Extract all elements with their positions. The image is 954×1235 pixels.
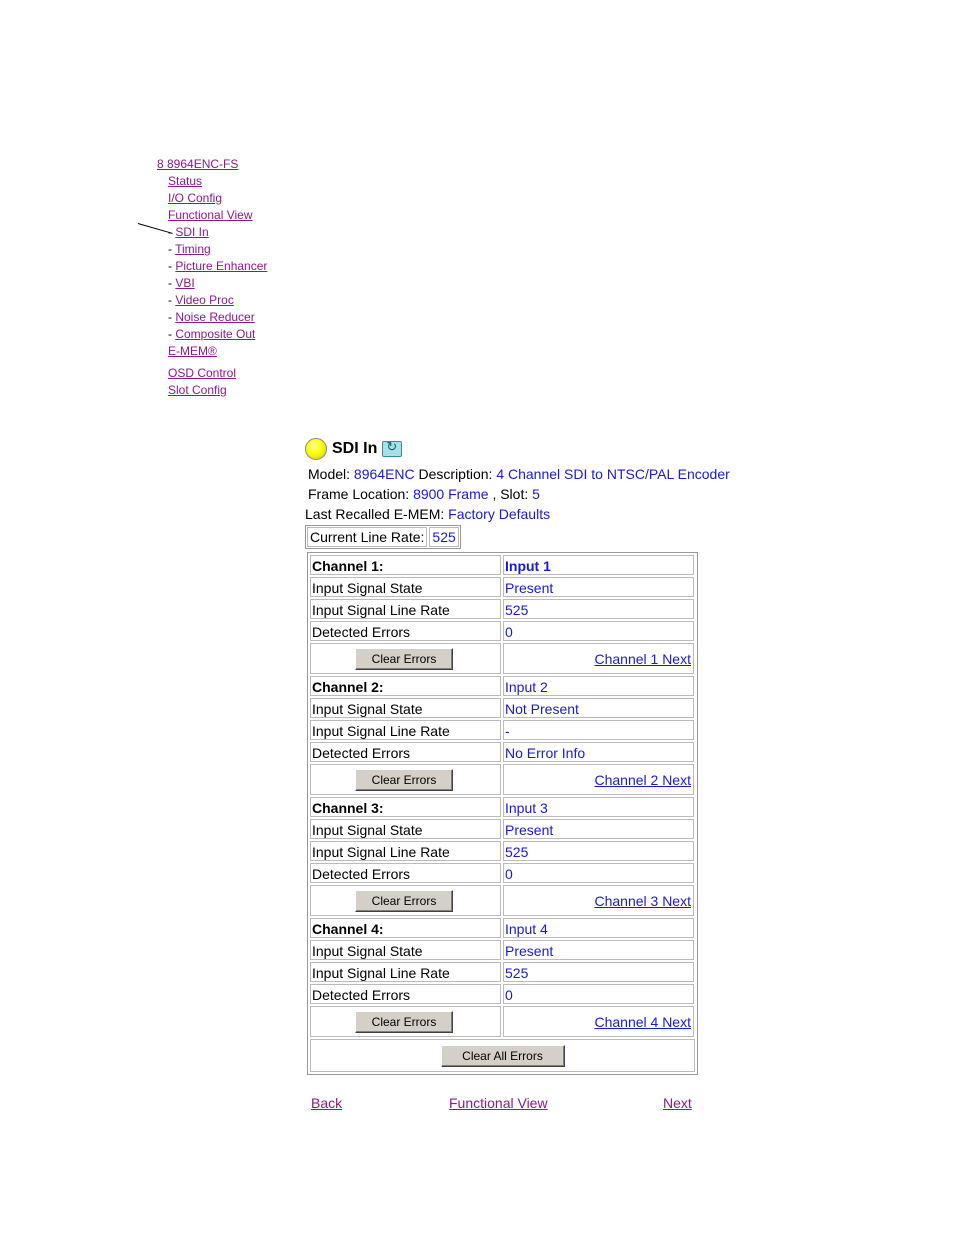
channel-next-cell	[503, 764, 694, 795]
line-rate-value: 525	[503, 841, 694, 861]
panel-header	[305, 437, 765, 461]
clear-errors-button[interactable]: Clear Errors	[355, 1011, 453, 1033]
channel-actions-row	[310, 885, 695, 916]
current-line-rate-label: Current Line Rate:	[307, 527, 427, 547]
channel-table	[307, 552, 698, 1075]
line-rate-value: -	[503, 720, 694, 740]
detected-errors-value: 0	[503, 621, 694, 641]
channel-header-row	[310, 555, 695, 575]
next-link[interactable]: Next	[663, 1095, 692, 1111]
model-value: 8964ENC	[353, 466, 415, 482]
channel-input: Input 4	[503, 918, 694, 938]
nav-row	[157, 309, 267, 326]
line-rate-label: Input Signal Line Rate	[310, 962, 501, 982]
slot-label: , Slot:	[492, 486, 529, 502]
nav-item-osd-control[interactable]: OSD Control	[168, 366, 237, 380]
clear-errors-cell	[310, 1006, 501, 1037]
detected-errors-row	[310, 863, 695, 883]
channel-input: Input 1	[503, 555, 694, 575]
clear-errors-button[interactable]: Clear Errors	[355, 648, 453, 670]
sdi-in-panel	[305, 437, 765, 1075]
description-label: Description:	[418, 466, 493, 482]
frame-location-value: 8900 Frame	[413, 486, 489, 502]
channel-header: Channel 4:	[310, 918, 501, 938]
ememe-line	[305, 504, 765, 524]
line-rate-row	[310, 599, 695, 619]
signal-state-row	[310, 577, 695, 597]
detected-errors-value: 0	[503, 863, 694, 883]
signal-state-value: Present	[503, 819, 694, 839]
detected-errors-row	[310, 742, 695, 762]
channel-actions-row	[310, 643, 695, 674]
detected-errors-label: Detected Errors	[310, 863, 501, 883]
frame-location-label: Frame Location:	[308, 486, 410, 502]
signal-state-value: Not Present	[503, 698, 694, 718]
refresh-icon[interactable]	[382, 441, 402, 457]
signal-state-label: Input Signal State	[310, 819, 501, 839]
back-link[interactable]: Back	[311, 1095, 343, 1111]
detected-errors-value: 0	[503, 984, 694, 1004]
channel-header: Channel 1:	[310, 555, 501, 575]
nav-item-noise-reducer[interactable]: Noise Reducer	[175, 310, 255, 324]
signal-state-row	[310, 698, 695, 718]
channel-next-link[interactable]: Channel 3 Next	[594, 893, 691, 909]
clear-errors-cell	[310, 643, 501, 674]
line-rate-label: Input Signal Line Rate	[310, 841, 501, 861]
nav-row	[157, 207, 267, 224]
nav-sub-prefix: -	[168, 310, 176, 324]
nav-row	[157, 326, 267, 343]
channel-next-link[interactable]: Channel 4 Next	[594, 1014, 691, 1030]
detected-errors-label: Detected Errors	[310, 621, 501, 641]
clear-errors-button[interactable]: Clear Errors	[355, 769, 453, 791]
nav-sub-prefix: -	[168, 259, 176, 273]
slot-value: 5	[532, 486, 540, 502]
nav-row	[157, 173, 267, 190]
clear-all-row	[310, 1039, 695, 1072]
nav-item-e-mem[interactable]: E-MEM®	[168, 344, 217, 358]
nav-row	[157, 241, 267, 258]
page-title: SDI In	[332, 440, 378, 457]
description-value: 4 Channel SDI to NTSC/PAL Encoder	[496, 466, 730, 482]
nav-item-video-proc[interactable]: Video Proc	[175, 293, 234, 307]
model-line	[305, 464, 765, 484]
channel-rows	[310, 555, 695, 1037]
nav-row	[157, 365, 267, 382]
nav-row	[157, 292, 267, 309]
nav-root-link[interactable]: 8 8964ENC-FS	[157, 157, 239, 171]
current-line-rate-box	[305, 525, 461, 549]
nav-sub-prefix: -	[168, 242, 176, 256]
functional-view-link[interactable]: Functional View	[449, 1095, 548, 1111]
channel-next-cell	[503, 1006, 694, 1037]
line-rate-label: Input Signal Line Rate	[310, 599, 501, 619]
line-rate-row	[310, 720, 695, 740]
clear-errors-button[interactable]: Clear Errors	[355, 890, 453, 912]
clear-errors-cell	[310, 885, 501, 916]
line-rate-row	[310, 962, 695, 982]
nav-item-functional-view[interactable]: Functional View	[168, 208, 253, 222]
current-line-rate-value: 525	[429, 527, 458, 547]
channel-header-row	[310, 918, 695, 938]
channel-next-cell	[503, 643, 694, 674]
line-rate-row	[310, 841, 695, 861]
nav-row	[157, 224, 267, 241]
nav-row	[157, 190, 267, 207]
detected-errors-value: No Error Info	[503, 742, 694, 762]
nav-item-status[interactable]: Status	[168, 174, 203, 188]
detected-errors-label: Detected Errors	[310, 742, 501, 762]
status-light-icon	[305, 438, 327, 460]
channel-next-link[interactable]: Channel 1 Next	[594, 651, 691, 667]
nav-item-list	[157, 173, 267, 399]
channel-header-row	[310, 797, 695, 817]
channel-input: Input 2	[503, 676, 694, 696]
model-label: Model:	[308, 466, 351, 482]
nav-row	[157, 382, 267, 399]
channel-next-link[interactable]: Channel 2 Next	[594, 772, 691, 788]
signal-state-row	[310, 940, 695, 960]
detected-errors-label: Detected Errors	[310, 984, 501, 1004]
channel-header: Channel 3:	[310, 797, 501, 817]
nav-item-slot-config[interactable]: Slot Config	[168, 383, 227, 397]
nav-sub-prefix: -	[168, 225, 176, 239]
clear-errors-cell	[310, 764, 501, 795]
nav-item-timing[interactable]: Timing	[175, 242, 211, 256]
line-rate-value: 525	[503, 599, 694, 619]
signal-state-label: Input Signal State	[310, 577, 501, 597]
detected-errors-row	[310, 621, 695, 641]
channel-header: Channel 2:	[310, 676, 501, 696]
channel-header-row	[310, 676, 695, 696]
signal-state-row	[310, 819, 695, 839]
signal-state-value: Present	[503, 577, 694, 597]
nav-sub-prefix: -	[168, 327, 176, 341]
frame-line	[305, 484, 765, 504]
nav-sub-prefix: -	[168, 293, 176, 307]
signal-state-value: Present	[503, 940, 694, 960]
nav-row	[157, 258, 267, 275]
ememe-value: Factory Defaults	[448, 506, 551, 522]
clear-all-errors-button[interactable]: Clear All Errors	[441, 1045, 565, 1067]
nav-item-picture-enhancer[interactable]: Picture Enhancer	[175, 259, 268, 273]
detected-errors-row	[310, 984, 695, 1004]
ememe-label: Last Recalled E-MEM:	[305, 506, 445, 522]
channel-next-cell	[503, 885, 694, 916]
line-rate-value: 525	[503, 962, 694, 982]
nav-item-composite-out[interactable]: Composite Out	[175, 327, 256, 341]
channel-input: Input 3	[503, 797, 694, 817]
line-rate-label: Input Signal Line Rate	[310, 720, 501, 740]
navigation-tree	[157, 156, 267, 399]
channel-actions-row	[310, 764, 695, 795]
nav-sub-prefix: -	[168, 276, 176, 290]
nav-row	[157, 343, 267, 360]
nav-item-i-o-config[interactable]: I/O Config	[168, 191, 223, 205]
channel-actions-row	[310, 1006, 695, 1037]
nav-item-vbi[interactable]: VBI	[175, 276, 195, 290]
signal-state-label: Input Signal State	[310, 698, 501, 718]
nav-item-sdi-in[interactable]: SDI In	[175, 225, 209, 239]
nav-row	[157, 275, 267, 292]
signal-state-label: Input Signal State	[310, 940, 501, 960]
